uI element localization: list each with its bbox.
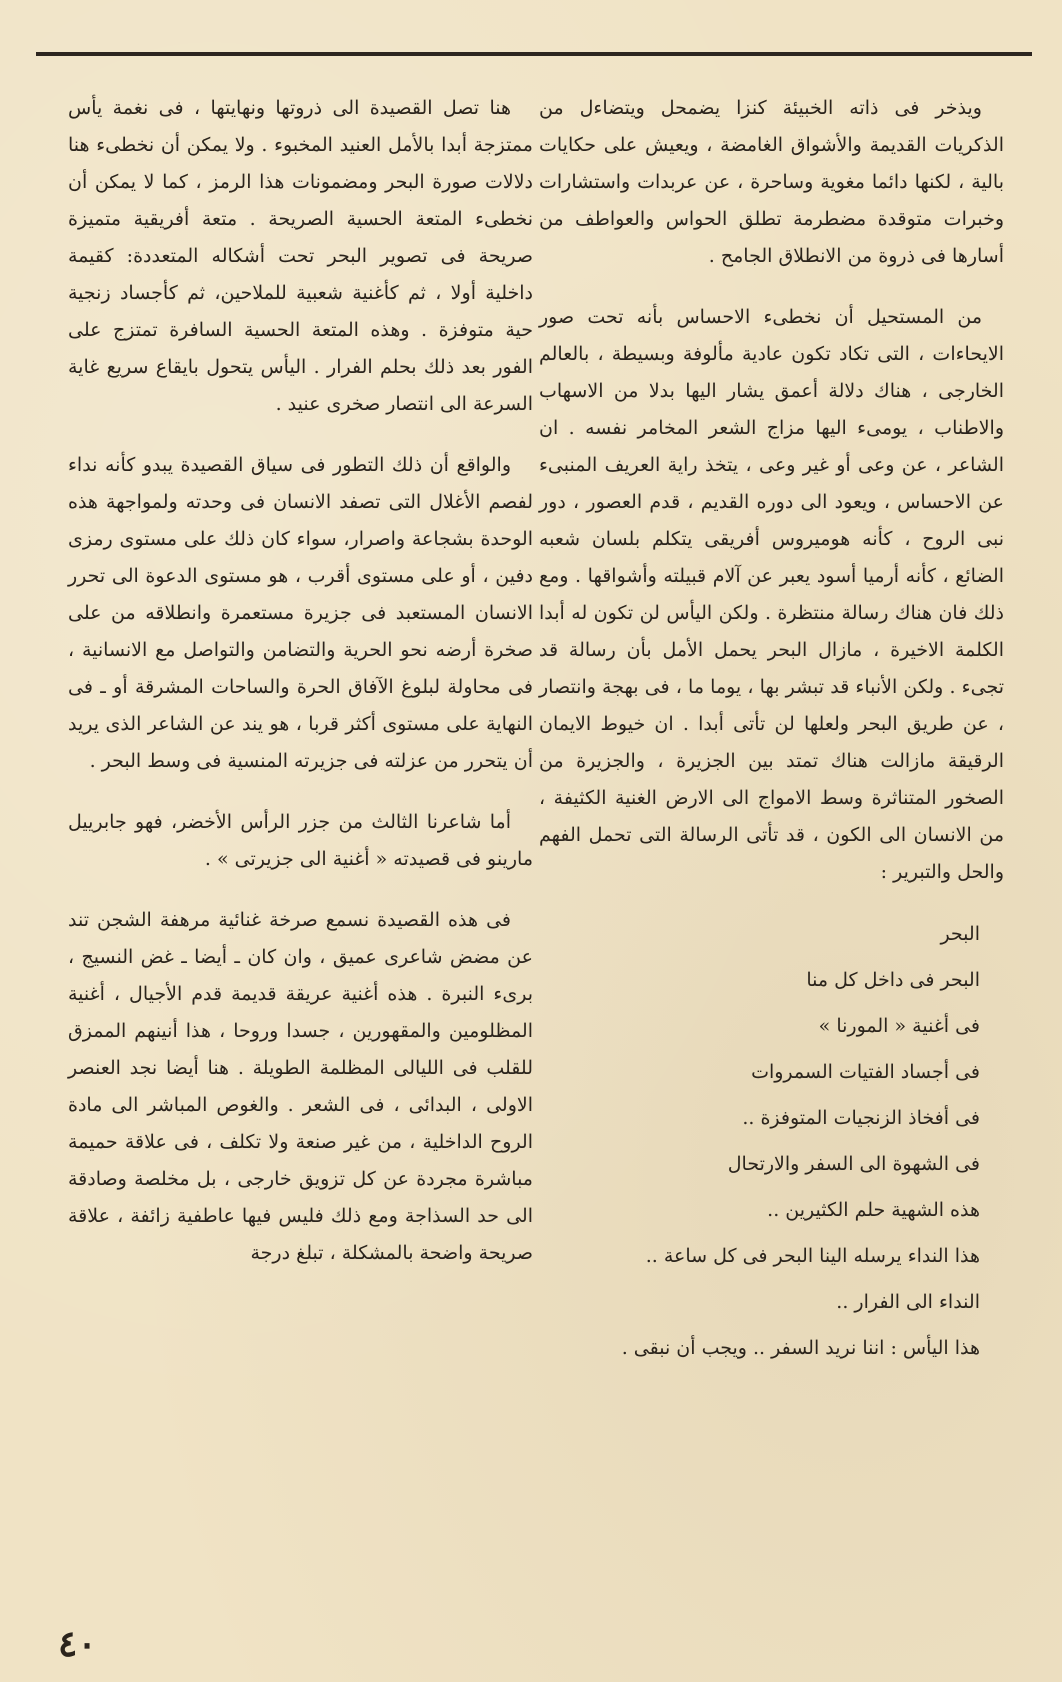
paragraph: هنا تصل القصيدة الى ذروتها ونهايتها ، فى نغمة يأس ممتزجة أبدا بالأمل العنيد المخبوء . ولا يمكن أن نخطىء هنا دلالات صورة البحر ومضمونات هذا الرمز ، كما لا يمكن أن نخطىء المتعة الحسية الصريحة . متعة أفريقية متميزة صريحة فى تصوير البحر تحت أشكاله المتعددة: كقيمة داخلية أولا ، ثم كأغنية شعبية للملاحين، ثم كأجساد زنجية حية متوفزة . وهذه المتعة الحسية السافرة تمتزج على الفور بعد ذلك بحلم الفرار . اليأس يتحول بايقاع سريع غاية السرعة الى انتصار صخرى عنيد . [68,97,533,415]
left-text-column [68,90,533,1296]
poem-line: هذا النداء يرسله الينا البحر فى كل ساعة .. [645,1245,980,1267]
poem-line: فى الشهوة الى السفر والارتحال [727,1153,980,1175]
right-text-column [539,90,1004,1375]
paragraph: والواقع أن ذلك التطور فى سياق القصيدة يبدو كأنه نداء لفصم الأغلال التى تصفد الانسان فى وحدته ولمواجهة هذه الوحدة بشجاعة واصرار، سواء كان ذلك على مستوى رمزى دفين ، أو على مستوى أقرب ، هو مستوى الدعوة الى تحرر الانسان المستعبد فى جزيرة مستعمرة وانطلاقه من على صخرة أرضه نحو الحرية والتضامن والتواصل مع الانسانية ، فى محاولة لبلوغ الآفاق الحرة والساحات المشرقة أو ـ فى النهاية على مستوى أكثر قربا ، هو يند عن الشاعر الذى يريد أن يتحرر من عزلته فى جزيرته المنسية فى وسط البحر . [68,454,533,772]
paragraph: أما شاعرنا الثالث من جزر الرأس الأخضر، فهو جابرييل مارينو فى قصيدته « أغنية الى جزيرتى » . [68,811,533,870]
poem-line: البحر [940,923,980,945]
paragraph: ويذخر فى ذاته الخبيئة كنزا يضمحل ويتضاءل من الذكريات القديمة والأشواق الغامضة ، ويعيش على حكايات بالية ، لكنها دائما مغوية وساحرة ، عن عربدات واستشارات وخبرات متوقدة مضطرمة تطلق الحواس والعواطف من أسارها فى ذروة من الانطلاق الجامح . [539,97,1004,267]
poem-line: فى أجساد الفتيات السمروات [751,1061,980,1083]
page-number: ٤٠ [58,1623,97,1665]
poem-line: فى أغنية « المورنا » [818,1015,980,1037]
poem-line: البحر فى داخل كل منا [806,969,980,991]
poem-line: النداء الى الفرار .. [836,1291,980,1313]
top-divider-rule [36,52,1032,56]
poem-line: هذا اليأس : اننا نريد السفر .. ويجب أن نبقى . [621,1337,980,1359]
poem-line: فى أفخاذ الزنجيات المتوفزة .. [742,1107,980,1129]
paragraph: فى هذه القصيدة نسمع صرخة غنائية مرهفة الشجن تند عن مضض شاعرى عميق ، وان كان ـ أيضا ـ غض النسيج ، برىء النبرة . هذه أغنية عريقة قديمة قدم الأجيال ، أغنية المظلومين والمقهورين ، جسدا وروحا ، هذا أنينهم الممزق للقلب فى الليالى المظلمة الطويلة . هنا أيضا نجد العنصر الاولى ، البدائى ، فى الشعر . والغوص المباشر الى مادة الروح الداخلية ، من غير صنعة ولا تكلف ، فى علاقة حميمة مباشرة مجردة عن كل تزويق خارجى ، بل مخلصة وصادقة الى حد السذاجة ومع ذلك فليس فيها عاطفية زائفة ، علاقة صريحة واضحة بالمشكلة ، تبلغ درجة [68,909,533,1264]
paragraph: من المستحيل أن نخطىء الاحساس بأنه تحت صور الايحاءات ، التى تكاد تكون عادية مألوفة وبسيطة ، بالعالم الخارجى ، هناك دلالة أعمق يشار اليها بدلا من الاسهاب والاطناب ، يومىء اليها مزاج الشعر المخامر نفسه . ان الشاعر ، عن وعى أو غير وعى ، يتخذ راية العريف المنبىء عن الاحساس ، ويعود الى دوره القديم ، قدم العصور ، دور نبى الروح ، كأنه هوميروس أفريقى يتكلم بلسان شعبه الضائع ، كأنه أرميا أسود يعبر عن آلام قبيلته وأشواقها . ومع ذلك فان هناك رسالة منتظرة . ولكن اليأس لن تكون له أبدا الكلمة الاخيرة ، مازال البحر يحمل الأمل بأن رسالة قد تجىء . ولكن الأنباء قد تبشر بها ، يوما ما ، فى بهجة وانتصار ، عن طريق البحر ولعلها لن تأتى أبدا . ان خيوط الايمان الرقيقة مازالت هناك تمتد بين الجزيرة ، والجزيرة من الصخور المتناثرة وسط الامواج الى الارض الغنية الكثيفة ، من الانسان الى الكون ، قد تأتى الرسالة التى تحمل الفهم والحل والتبرير : [539,306,1004,883]
poem-line: هذه الشهية حلم الكثيرين .. [767,1199,980,1221]
poem-block [539,915,1004,1367]
